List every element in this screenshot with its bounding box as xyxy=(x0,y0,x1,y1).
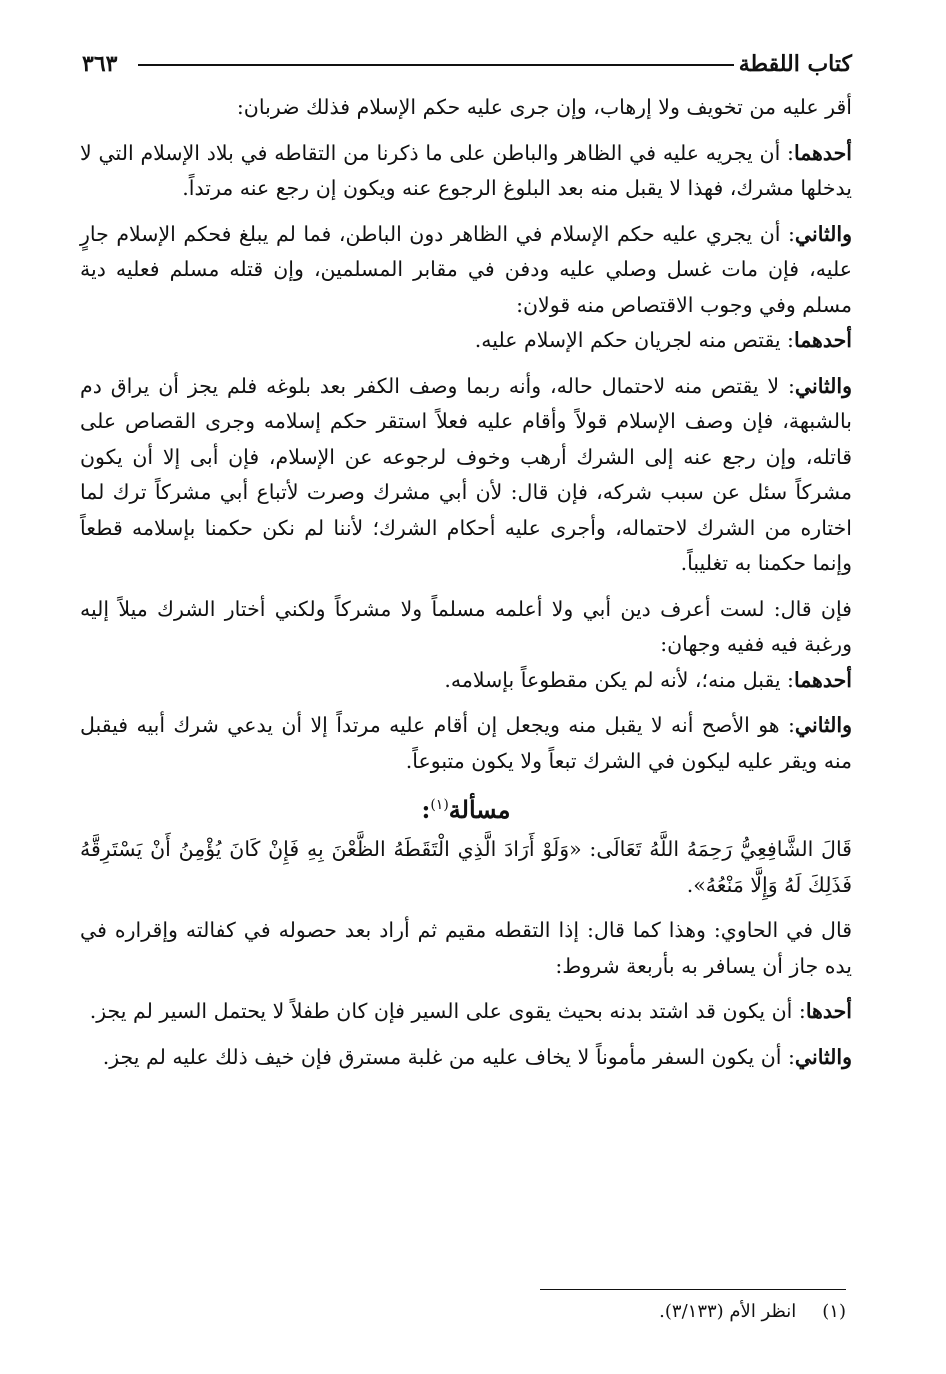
quote-paragraph xyxy=(80,832,852,903)
paragraph-text: فإن قال: لست أعرف دين أبي ولا أعلمه مسلماً ولا مشركاً ولكني أختار الشرك ميلاً إليه ورغبة فيه ففيه وجهان: xyxy=(80,596,852,656)
header-rule xyxy=(138,64,734,66)
footnote-text: انظر الأم (٣/١٣٣). xyxy=(659,1301,797,1322)
paragraph-text: قال في الحاوي: وهذا كما قال: إذا التقطه مقيم ثم أراد بعد حصوله في كفالته وإقراره في يده جاز أن يسافر به بأربعة شروط: xyxy=(80,918,852,978)
page-number: ٣٦٣ xyxy=(82,51,118,77)
paragraph-lead: أحدهما xyxy=(793,667,852,692)
paragraph-text: : أن يجريه عليه في الظاهر والباطن على ما ذكرنا من التقاطه في بلاد الإسلام التي لا يدخلها مشرك، فهذا لا يقبل منه بعد البلوغ الرجوع عنه ويكون إن رجع عنه مرتداً. xyxy=(80,140,852,200)
paragraph-lead: والثاني xyxy=(794,221,852,246)
paragraph xyxy=(80,663,852,699)
paragraph xyxy=(80,136,852,207)
paragraph xyxy=(80,217,852,324)
footnote-ref: (١) xyxy=(430,797,449,813)
main-text xyxy=(80,90,852,1075)
paragraph-lead: والثاني xyxy=(794,713,852,737)
paragraph-lead: أحدها xyxy=(805,999,852,1023)
section-heading-text: مسألة xyxy=(448,795,511,824)
paragraph xyxy=(80,994,852,1030)
paragraph-text: : أن يجري عليه حكم الإسلام في الظاهر دون الباطن، فما لم يبلغ فحكم الإسلام جارٍ عليه، فإن مات غسل وصلي عليه ودفن في مقابر المسلمين، وإن قتله مسلم فعليه دية مسلم وفي وجوب الاقتصاص منه قولان: xyxy=(80,221,852,317)
paragraph-text: : لا يقتص منه لاحتمال حاله، وأنه ربما وصف الكفر بعد بلوغه فلم يجز أن يراق دم بالشبهة، فإن وصف الإسلام قولاً وأقام عليه فعلاً استقر حكم إسلامه وجرى القصاص على قاتله، وإن رجع عنه إلى الشرك أرهب وخوف لرجوعه عن الإسلام، فإن أبى إلا أن يكون مشركاً سئل عن سبب شركه، فإن قال: لأن أبي مشرك وصرت لأتباع أبي مشركاً ترك لما اختاره من الشرك لاحتماله، وأجرى عليه أحكام الشرك؛ لأننا لم نكن حكمنا بإسلامه قطعاً وإنما حكمنا به تغليباً. xyxy=(80,373,852,575)
paragraph-lead: أحدهما xyxy=(793,140,852,165)
running-header xyxy=(82,44,852,84)
paragraph xyxy=(80,708,852,779)
footnote xyxy=(446,1298,846,1326)
paragraph-text: أقر عليه من تخويف ولا إرهاب، وإن جرى عليه حكم الإسلام فذلك ضربان: xyxy=(236,95,852,119)
section-heading xyxy=(80,783,852,832)
paragraph-lead: والثاني xyxy=(794,373,852,398)
paragraph xyxy=(80,913,852,984)
chapter-title: كتاب اللقطة xyxy=(738,51,852,77)
paragraph-lead: والثاني xyxy=(794,1044,852,1069)
paragraph xyxy=(80,369,852,582)
paragraph-text: : هو الأصح أنه لا يقبل منه ويجعل إن أقام عليه مرتداً إلا أن يدعي شرك أبيه فيقبل منه ويقر عليه ليكون في الشرك تبعاً ولا يكون متبوعاً. xyxy=(80,713,852,773)
paragraph-text: : يقتص منه لجريان حكم الإسلام عليه. xyxy=(474,328,794,352)
paragraph-lead: أحدهما xyxy=(793,328,852,352)
paragraph xyxy=(80,323,852,359)
section-heading-colon: : xyxy=(421,795,431,824)
paragraph xyxy=(80,90,852,126)
paragraph xyxy=(80,1040,852,1076)
paragraph xyxy=(80,592,852,663)
paragraph-text: : أن يكون السفر مأموناً لا يخاف عليه من غلبة مسترق فإن خيف ذلك عليه لم يجز. xyxy=(102,1044,795,1069)
footnote-number: (١) xyxy=(822,1301,846,1322)
paragraph-text: قَالَ الشَّافِعِيُّ رَحِمَهُ اللَّهُ تَعَالَى: «وَلَوْ أَرَادَ الَّذِي الْتَقَطَهُ الظَّعْنَ بِهِ فَإِنْ كَانَ يُؤْمِنُ أَنْ يَسْتَرِقَّهُ فَذَلِكَ لَهُ وَإِلَّا مَنْعُهُ». xyxy=(80,837,852,897)
footnote-rule xyxy=(540,1289,846,1290)
paragraph-text: : يقبل منه؛، لأنه لم يكن مقطوعاً بإسلامه. xyxy=(444,667,794,692)
paragraph-text: : أن يكون قد اشتد بدنه بحيث يقوى على السير فإن كان طفلاً لا يحتمل السير لم يجز. xyxy=(89,999,806,1023)
